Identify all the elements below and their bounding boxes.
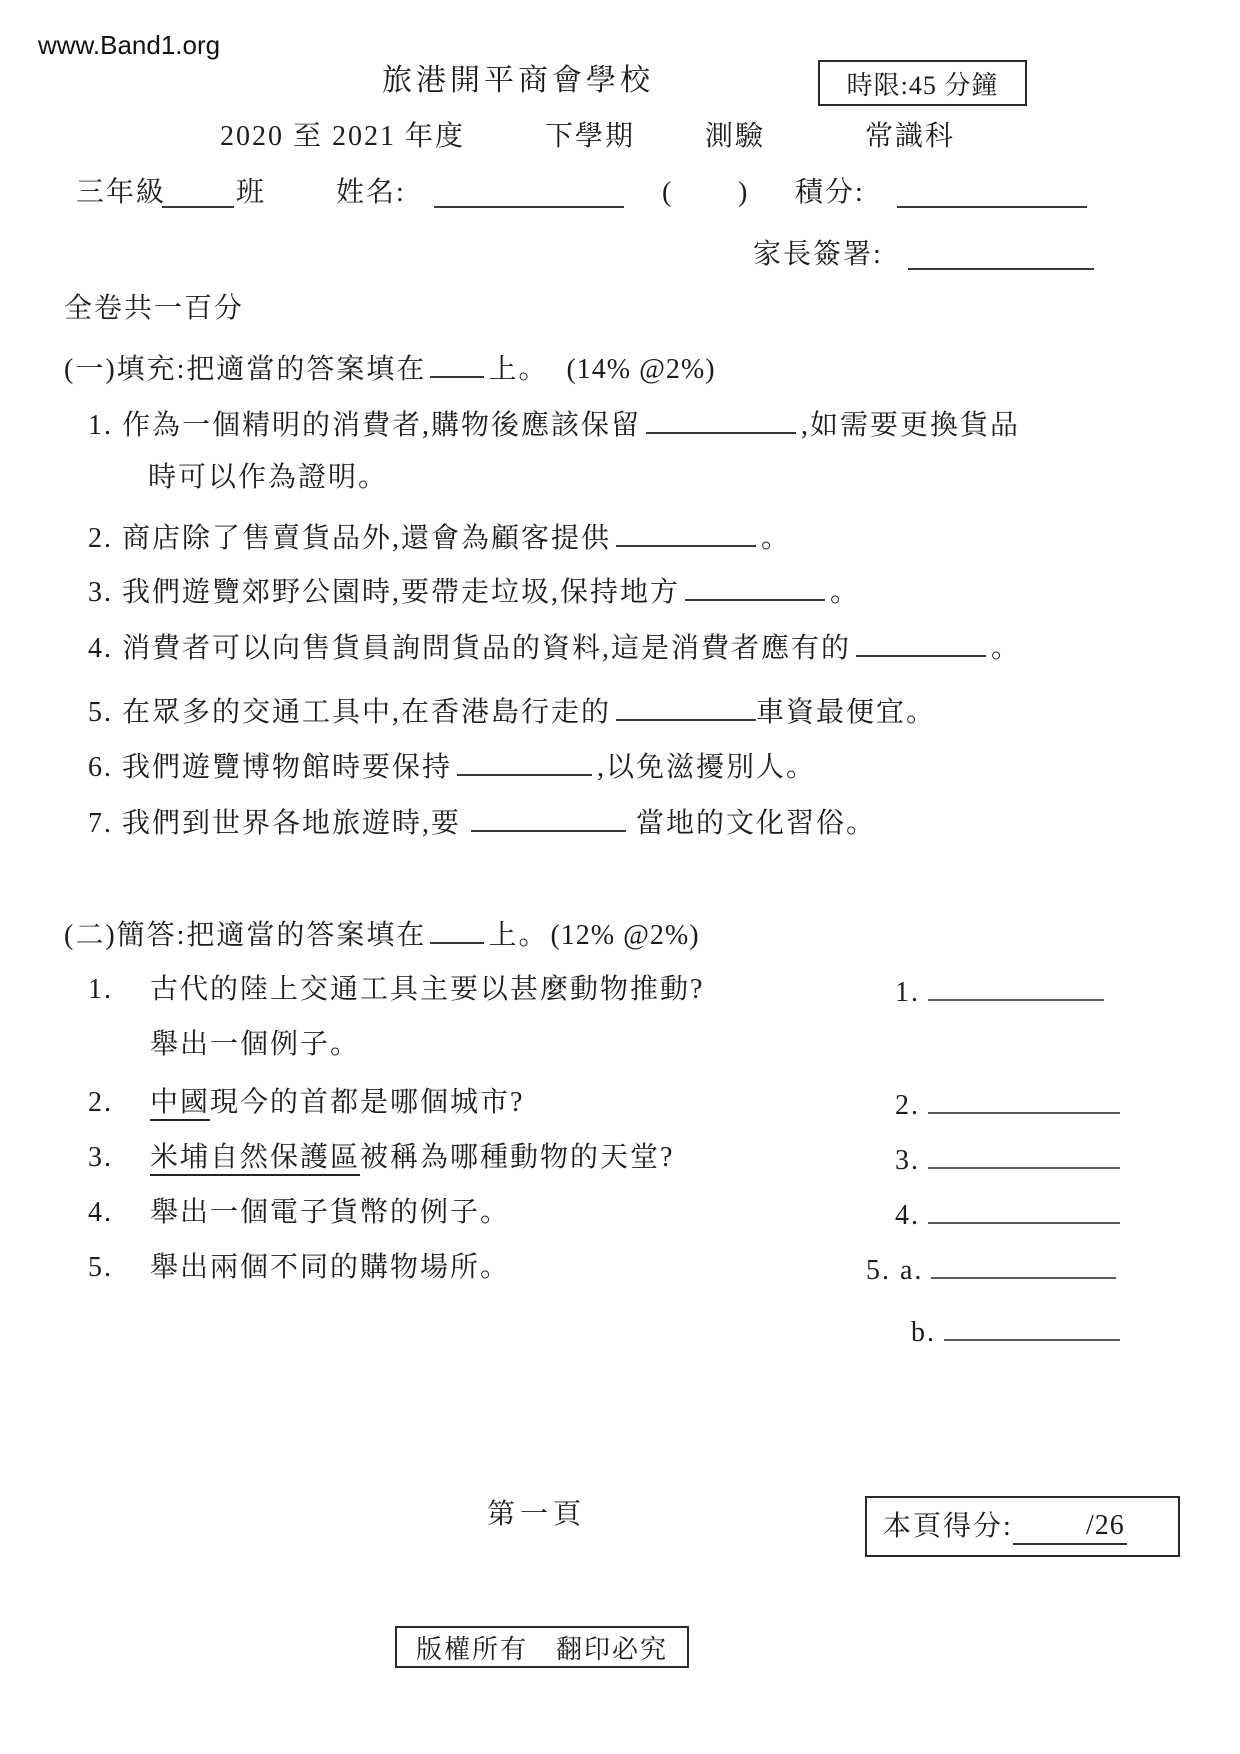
section2-heading-mid: 上。 [488,920,549,951]
s1-item-7-pre: 我們到世界各地旅遊時,要 [122,808,462,839]
exam-year: 2020 至 2021 年度 [220,121,466,152]
s1-item-2 [88,519,791,556]
watermark: www.Band1.org [38,30,221,60]
page-score-value: /26 [1013,1509,1127,1545]
section1-heading-mid: 上。 [488,354,549,385]
s1-item-2-blank [616,519,756,547]
paren-close: ) [738,177,750,208]
s2-q2-text: 現今的首都是哪個城市? [210,1087,525,1118]
s2-q4-answer [895,1196,1120,1233]
name-label: 姓名: [336,177,406,208]
page-score-box [865,1496,1180,1557]
s1-item-3-post: 。 [830,577,861,608]
score-label: 積分: [795,177,865,208]
s1-item-6-pre: 我們遊覽博物館時要保持 [122,752,453,783]
s1-item-7-no: 7. [88,808,113,839]
s2-q1-ans-no: 1. [895,977,920,1008]
grade-label: 三年級 [76,177,167,208]
s1-item-1-pre: 作為一個精明的消費者,購物後應該保留 [122,410,642,441]
s2-q2-ans-no: 2. [895,1090,920,1121]
s1-item-3-pre: 我們遊覽郊野公園時,要帶走垃圾,保持地方 [122,577,681,608]
s2-q5-answer-a [866,1251,1116,1288]
s2-q3 [88,1141,674,1175]
parent-sign-blank [908,238,1094,270]
s2-q3-text: 被稱為哪種動物的天堂? [360,1142,675,1173]
class-blank [162,176,234,208]
s1-item-5-post: 車資最便宜。 [756,697,937,728]
time-limit-box [818,60,1027,106]
s2-q1-ans-line [928,973,1104,1001]
section2-heading [64,916,700,953]
s1-item-3-no: 3. [88,577,113,608]
footer-page-number: 第一頁 [487,1499,587,1530]
s2-q2-answer [895,1086,1120,1123]
section1-heading-blank [430,350,484,378]
s2-q1-no: 1. [88,974,113,1005]
s2-q5-ans-no-b: b. [911,1317,936,1348]
s2-q1-answer [895,973,1104,1010]
s1-item-1-post: ,如需要更換貨品 [801,410,1021,441]
section2-heading-pre: (二)簡答:把適當的答案填在 [64,920,427,951]
s1-item-7 [88,804,876,841]
section1-heading-pre: (一)填充:把適當的答案填在 [64,354,427,385]
section1-heading-marks: (14% @2%) [566,354,716,385]
s2-q5-answer-b [911,1313,1120,1350]
s2-q5 [88,1251,510,1285]
s1-item-7-blank [471,804,626,832]
s1-item-5-no: 5. [88,697,113,728]
section1-heading [64,350,716,387]
s2-q2 [88,1086,524,1120]
s2-q3-ans-no: 3. [895,1145,920,1176]
s1-item-6-post: ,以免滋擾別人。 [597,752,817,783]
s1-item-1-no: 1. [88,410,113,441]
student-info-line [0,176,1240,214]
s2-q1 [88,973,704,1007]
exam-term: 下學期 [545,121,636,152]
s2-q4-ans-line [928,1196,1120,1224]
s2-q5-ans-line-a [931,1251,1116,1279]
s1-item-2-no: 2. [88,523,113,554]
section2-heading-blank [430,916,484,944]
s2-q2-ans-line [928,1086,1120,1114]
s1-item-6 [88,748,816,785]
s2-q4 [88,1196,510,1230]
parent-sign-label: 家長簽署: [753,239,883,270]
s1-item-4-post: 。 [991,633,1022,664]
s2-q3-no: 3. [88,1142,113,1173]
s1-item-3-blank [685,573,825,601]
s1-item-5 [88,693,936,730]
copyright-box [395,1626,689,1668]
s1-item-1 [88,406,1020,443]
s1-item-4 [88,629,1021,666]
score-blank [897,176,1087,208]
exam-type: 測驗 [705,121,766,152]
s1-item-1-cont: 時可以作為證明。 [148,462,389,493]
s2-q4-ans-no: 4. [895,1200,920,1231]
s2-q3-ans-line [928,1141,1120,1169]
s2-q5-ans-no-a: 5. a. [866,1255,924,1286]
s2-q3-answer [895,1141,1120,1178]
s2-q5-text: 舉出兩個不同的購物場所。 [150,1252,511,1283]
s2-q4-text: 舉出一個電子貨幣的例子。 [150,1197,511,1228]
s1-item-2-pre: 商店除了售賣貨品外,還會為顧客提供 [122,523,612,554]
s1-item-5-blank [616,693,756,721]
s2-q2-underlined: 中國 [150,1087,210,1121]
copyright-text: 版權所有 翻印必究 [415,1634,668,1664]
s2-q5-ans-line-b [944,1313,1120,1341]
paren-open: ( [662,177,674,208]
s1-item-6-no: 6. [88,752,113,783]
exam-info-line [0,120,1240,156]
school-title: 旅港開平商會學校 [382,64,654,97]
total-marks-note: 全卷共一百分 [64,293,245,324]
s1-item-3 [88,573,860,610]
time-limit-text: 時限:45 分鐘 [846,70,999,100]
s2-q5-no: 5. [88,1252,113,1283]
s1-item-4-pre: 消費者可以向售貨員詢問貨品的資料,這是消費者應有的 [122,633,852,664]
s1-item-5-pre: 在眾多的交通工具中,在香港島行走的 [122,697,612,728]
s1-item-4-no: 4. [88,633,113,664]
s1-item-1-blank [646,406,796,434]
s1-item-7-post: 當地的文化習俗。 [636,808,877,839]
s1-item-6-blank [457,748,592,776]
parent-sign-line [0,238,1240,276]
s1-item-4-blank [856,629,986,657]
class-label: 班 [236,177,267,208]
s1-item-2-post: 。 [761,523,792,554]
s2-q4-no: 4. [88,1197,113,1228]
s2-q2-no: 2. [88,1087,113,1118]
s2-q3-underlined: 米埔自然保護區 [150,1142,360,1176]
page-score-label: 本頁得分: [883,1510,1013,1542]
s2-q1-text2: 舉出一個例子。 [150,1029,361,1060]
s2-q1-text: 古代的陸上交通工具主要以甚麼動物推動? [150,974,705,1005]
exam-subject: 常識科 [865,121,956,152]
section2-heading-marks: (12% @2%) [550,920,700,951]
name-blank [434,176,624,208]
